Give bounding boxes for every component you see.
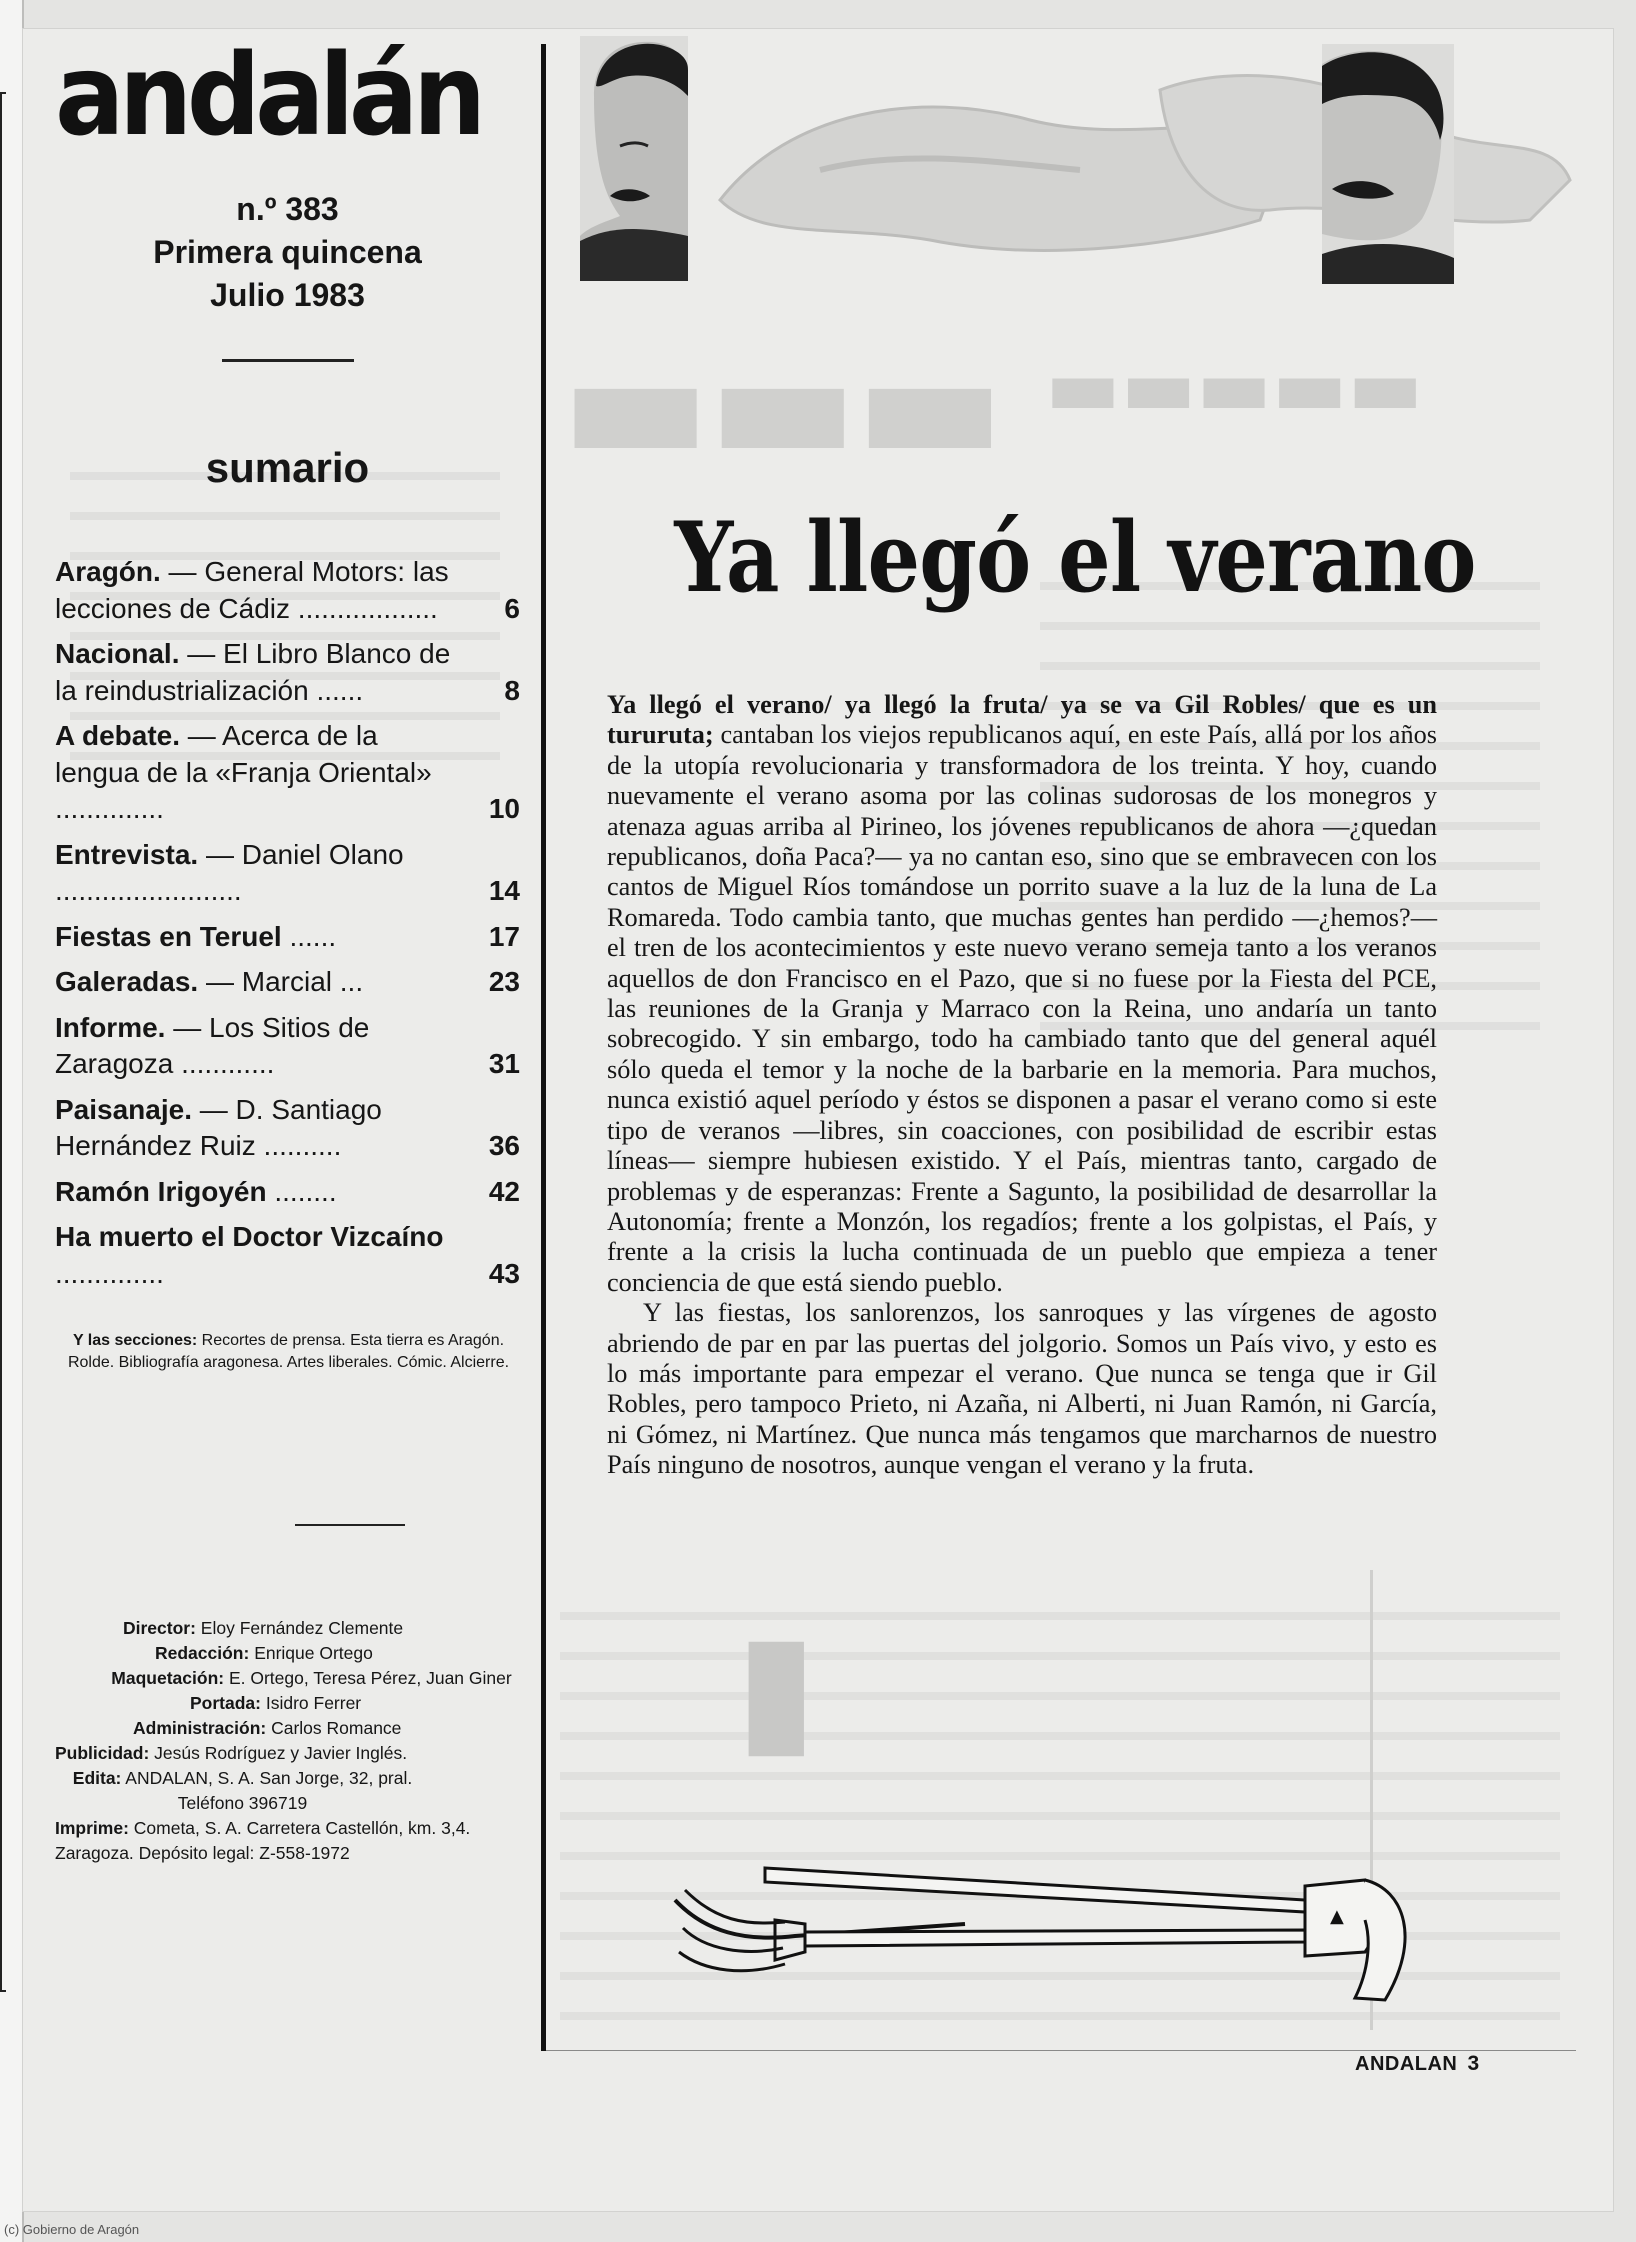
credit-row bbox=[55, 1666, 520, 1691]
credit-label: Portada: bbox=[190, 1693, 261, 1713]
credit-value: Cometa, S. A. Carretera Castellón, km. 3,4. Zaragoza. Depósito legal: Z-558-1972 bbox=[55, 1818, 471, 1863]
toc-entry[interactable]: A debate. — Acerca de la lengua de la «Franja Oriental» .............. 10 bbox=[55, 718, 520, 828]
toc-entry[interactable]: Ha muerto el Doctor Vizcaíno .............. 43 bbox=[55, 1219, 520, 1292]
toc-page-number: 43 bbox=[488, 1257, 520, 1289]
credit-label: Redacción: bbox=[155, 1643, 250, 1663]
toc-entry[interactable]: Informe. — Los Sitios de Zaragoza ............ 31 bbox=[55, 1010, 520, 1083]
credit-value: Isidro Ferrer bbox=[260, 1693, 362, 1713]
toc-heading: A debate. bbox=[55, 720, 180, 751]
page-number: 3 bbox=[1467, 2052, 1480, 2075]
toc-entry[interactable]: Fiestas en Teruel ...... 17 bbox=[55, 919, 520, 956]
column-divider bbox=[541, 44, 546, 2051]
page-footer bbox=[1355, 2052, 1480, 2076]
toc-title: — El Libro Blanco de la reindustrialización bbox=[55, 638, 451, 706]
article-paragraph: Y las fiestas, los sanlorenzos, los sanroques y las vírgenes de agosto abriendo de par en par las puertas del jolgorio. Somos un País vivo, y esto es lo más importante para empezar el verano. Que nunca se tenga que ir Gil Robles, pero tampoco Prieto, ni Azaña, ni Alberti, ni Juan Ramón, ni García, ni Gómez, ni Martínez. Que nunca más tengamos que marcharnos de nuestro País ninguno de nosotros, aunque vengan el verano y la fruta. bbox=[607, 1298, 1437, 1480]
credit-label: Director: bbox=[123, 1618, 196, 1638]
credit-value: Carlos Romance bbox=[266, 1718, 402, 1738]
credit-label: Edita: bbox=[72, 1768, 122, 1788]
toc-heading: Ha muerto el Doctor Vizcaíno bbox=[55, 1221, 444, 1252]
toc-page-number: 10 bbox=[488, 793, 520, 824]
table-of-contents bbox=[55, 554, 520, 1292]
sections-label: Y las secciones: bbox=[72, 1332, 198, 1349]
toc-heading: Nacional. bbox=[55, 638, 180, 669]
toc-page-number: 31 bbox=[488, 1048, 520, 1079]
sections-list bbox=[55, 1330, 520, 1374]
background-masthead-ghost-right: ▬▬▬▬▬ bbox=[1045, 340, 1423, 433]
svg-text:▲: ▲ bbox=[1330, 1906, 1344, 1927]
toc-entry[interactable]: Nacional. — El Libro Blanco de la reindustrialización ...... 8 bbox=[55, 636, 520, 709]
toc-title: — Los Sitios de Zaragoza bbox=[55, 1011, 370, 1079]
credit-row bbox=[55, 1641, 520, 1666]
article-body bbox=[607, 690, 1437, 1481]
credit-row bbox=[55, 1816, 520, 1866]
toc-heading: Entrevista. bbox=[55, 838, 199, 870]
article-paragraph-text: cantaban los viejos republicanos aquí, en este País, allá por los años de la utopía revolucionaria y transformadora de los treinta. Y hoy, cuando nuevamente el verano asoma por las colinas sudorosas de los monegros y atenaza aguas arriba al Pirineo, los jóvenes republicanos de ahora —¿quedan republicanos, doña Paca?— ya no cantan eso, sino que se embravecen con los cantos de Miguel Ríos tomándose un porrito suave a la luz de la luna de La Romareda. Todo cambia tanto, que muchas gentes han perdido —¿hemos?— el tren de los acontecimientos y este nuevo verano semeja tanto a los veranos aquellos de don Francisco en el Pazo, que si no fuese por la Fiesta del PCE, las reuniones de la Granja y Marraco con la Reina, uno andaría un tanto sobrecogido. Y sin embargo, todo ha cambiado tanto que del general aquél sólo queda el temor y la noche de la barbarie en la memoria. Para muchos, nunca existió aquel período y éstos se disponen a pasar el verano como si este tipo de veranos —libres, sin coacciones, con posibilidad de escribir estas líneas— siempre hubiesen existido. Y el País, mientras tanto, cargado de problemas y de esperanzas: Frente a Sagunto, la posibilidad de desarrollar la Autonomía; frente a Monzón, los regadíos; frente a los golpistas, el País, y frente a la crisis la lucha continuada de un pueblo que empieza a tener conciencia de que está siendo pueblo. bbox=[607, 720, 1437, 1297]
article-paragraph bbox=[607, 690, 1437, 1298]
toc-page-number: 23 bbox=[488, 966, 520, 997]
binding-strip bbox=[0, 0, 24, 2242]
toc-heading: Ramón Irigoyén bbox=[55, 1175, 267, 1207]
divider-rule bbox=[222, 359, 354, 362]
credit-label: Publicidad: bbox=[55, 1743, 150, 1763]
credit-row bbox=[55, 1766, 520, 1816]
credit-value: Jesús Rodríguez y Javier Inglés. bbox=[149, 1743, 408, 1763]
issue-number: n.º 383 bbox=[236, 191, 339, 227]
divider-rule bbox=[295, 1524, 405, 1526]
credit-row bbox=[55, 1741, 520, 1766]
credit-row bbox=[55, 1716, 520, 1741]
toc-entry[interactable]: Aragón. — General Motors: las lecciones de Cádiz .................. 6 bbox=[55, 554, 520, 627]
credit-label: Administración: bbox=[133, 1718, 267, 1738]
toc-heading: Fiestas en Teruel bbox=[55, 920, 282, 952]
credit-value: ANDALAN, S. A. San Jorge, 32, pral. Teléfono 396719 bbox=[121, 1768, 413, 1813]
credit-row bbox=[55, 1691, 520, 1716]
article-lead: Ya llegó el verano/ ya llegó la fruta/ ya se va Gil Robles/ que es un tururuta; bbox=[607, 690, 1437, 750]
credits-block bbox=[55, 1616, 520, 1866]
copyright-watermark: (c) Gobierno de Aragón bbox=[4, 2222, 140, 2237]
credit-label: Imprime: bbox=[55, 1818, 129, 1838]
background-dropcap-ghost: ▮ bbox=[735, 1600, 818, 1774]
toc-page-number: 8 bbox=[504, 674, 520, 706]
fork-axe-illustration bbox=[665, 1860, 1425, 2010]
issue-fortnight: Primera quincena bbox=[153, 234, 422, 270]
left-column bbox=[55, 31, 520, 1866]
toc-heading: Informe. bbox=[55, 1011, 166, 1043]
toc-title: — D. Santiago Hernández Ruiz bbox=[55, 1093, 382, 1161]
masthead-logo: andalán bbox=[55, 31, 481, 161]
credit-value: E. Ortego, Teresa Pérez, Juan Giner bbox=[224, 1668, 512, 1688]
footer-magazine-name: ANDALAN bbox=[1355, 2053, 1458, 2075]
background-masthead-ghost: ▬▬▬ bbox=[560, 310, 1002, 498]
toc-entry[interactable]: Entrevista. — Daniel Olano ........................ 14 bbox=[55, 837, 520, 910]
toc-title: — Acerca de la lengua de la «Franja Oriental» bbox=[55, 720, 432, 788]
credit-value: Enrique Ortego bbox=[249, 1643, 373, 1663]
toc-entry[interactable]: Ramón Irigoyén ........ 42 bbox=[55, 1174, 520, 1211]
portrait-left-illustration bbox=[580, 36, 688, 281]
toc-heading: Aragón. bbox=[55, 556, 161, 587]
toc-page-number: 42 bbox=[488, 1175, 520, 1207]
credit-label: Maquetación: bbox=[111, 1668, 225, 1688]
issue-info bbox=[55, 188, 520, 317]
credit-value: Eloy Fernández Clemente bbox=[195, 1618, 404, 1638]
bottom-rule bbox=[546, 2050, 1576, 2051]
toc-page-number: 36 bbox=[488, 1130, 520, 1161]
article-headline: Ya llegó el verano bbox=[674, 501, 1476, 614]
toc-page-number: 17 bbox=[488, 920, 520, 952]
toc-entry[interactable]: Galeradas. — Marcial ... 23 bbox=[55, 964, 520, 1001]
credit-row bbox=[55, 1616, 520, 1641]
toc-title: — Marcial bbox=[198, 966, 332, 997]
portrait-right-illustration bbox=[1322, 44, 1454, 284]
toc-title: — Daniel Olano bbox=[198, 838, 404, 870]
toc-heading: Galeradas. bbox=[55, 966, 199, 997]
toc-title: — General Motors: las lecciones de Cádiz bbox=[55, 556, 449, 624]
issue-date: Julio 1983 bbox=[210, 277, 365, 313]
toc-page-number: 6 bbox=[504, 592, 520, 624]
sections-text: Recortes de prensa. Esta tierra es Aragón. Rolde. Bibliografía aragonesa. Artes liberales. Cómic. Alcierre. bbox=[67, 1332, 510, 1371]
sumario-title: sumario bbox=[205, 444, 370, 491]
toc-entry[interactable]: Paisanaje. — D. Santiago Hernández Ruiz .......... 36 bbox=[55, 1092, 520, 1165]
toc-page-number: 14 bbox=[488, 875, 520, 906]
toc-heading: Paisanaje. bbox=[55, 1093, 192, 1125]
